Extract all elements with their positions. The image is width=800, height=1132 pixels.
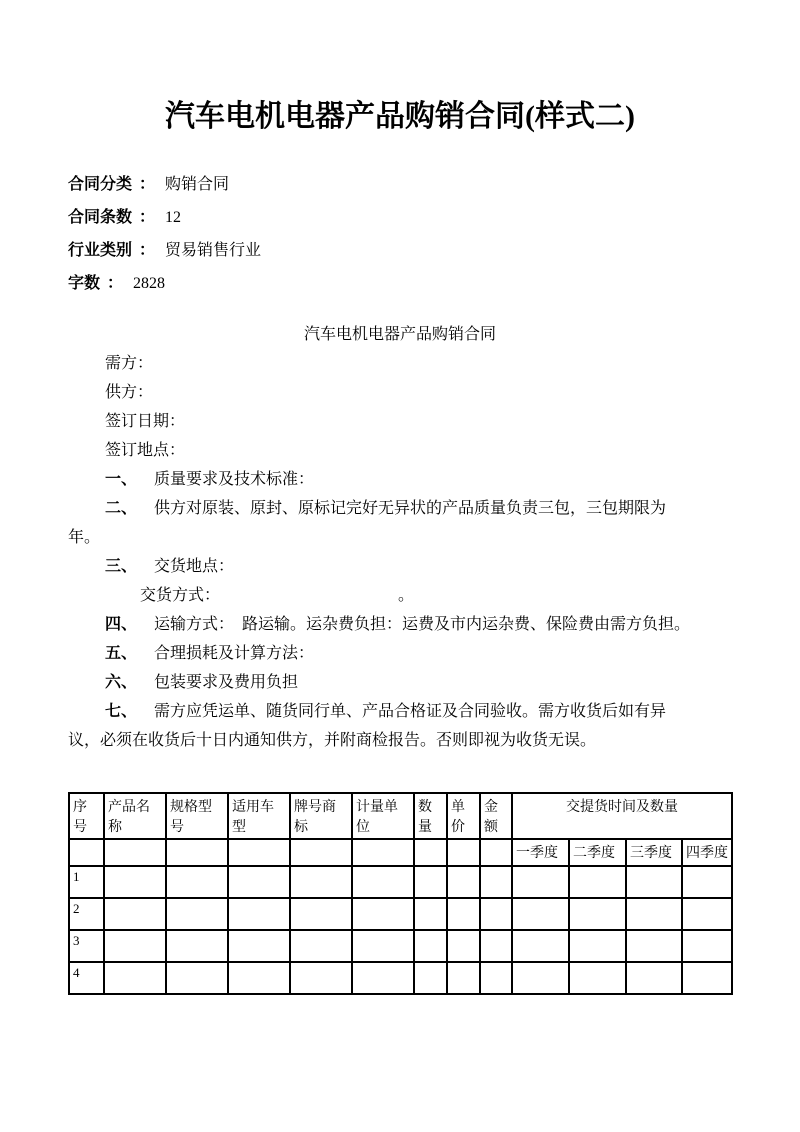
- clause-text: 需方应凭运单、随货同行单、产品合格证及合同验收。需方收货后如有异: [154, 703, 667, 720]
- clause-text: 合理损耗及计算方法：: [154, 645, 315, 662]
- empty-cell: [569, 962, 626, 994]
- header-cell-delivery-schedule: 交提货时间及数量: [512, 793, 732, 839]
- empty-cell: [290, 962, 352, 994]
- supplier-line: [68, 378, 740, 407]
- header-cell-quantity: 数量: [414, 793, 447, 839]
- clause-5-line: [68, 639, 740, 668]
- meta-value: 2828: [133, 275, 166, 292]
- clause-number: 五、: [105, 645, 138, 662]
- meta-row-category: [68, 168, 732, 201]
- subheader-cell-q1: 一季度: [512, 839, 569, 866]
- empty-cell: [447, 839, 480, 866]
- empty-cell: [480, 930, 512, 962]
- empty-cell: [512, 866, 569, 898]
- empty-cell: [69, 839, 104, 866]
- clause-1-line: [68, 465, 740, 494]
- empty-cell: [512, 930, 569, 962]
- clause-2-line: [68, 494, 740, 523]
- empty-cell: [480, 839, 512, 866]
- empty-cell: [166, 962, 228, 994]
- clause-number: 六、: [105, 674, 138, 691]
- empty-cell: [512, 898, 569, 930]
- subheader-cell-q4: 四季度: [682, 839, 732, 866]
- clause-number: 二、: [105, 500, 138, 517]
- empty-cell: [228, 930, 290, 962]
- empty-cell: [480, 898, 512, 930]
- clause-number: 一、: [105, 471, 138, 488]
- empty-cell: [447, 866, 480, 898]
- table-row-2: [69, 898, 732, 930]
- empty-cell: [447, 962, 480, 994]
- empty-cell: [352, 839, 414, 866]
- header-cell-vehicle-type: 适用车型: [228, 793, 290, 839]
- clause-7-continuation: [68, 726, 740, 755]
- clause-text: 交货地点：: [154, 558, 235, 575]
- line-text: 供方：: [105, 384, 154, 401]
- empty-cell: [352, 930, 414, 962]
- clause-text: 质量要求及技术标准：: [154, 471, 315, 488]
- empty-cell: [480, 962, 512, 994]
- empty-cell: [352, 898, 414, 930]
- empty-cell: [228, 962, 290, 994]
- header-cell-brand: 牌号商标: [290, 793, 352, 839]
- meta-separator: ：: [107, 275, 124, 292]
- meta-separator: ：: [139, 176, 156, 193]
- meta-row-word-count: [68, 267, 732, 300]
- meta-label: 行业类别: [68, 242, 133, 259]
- delivery-method-line: [68, 581, 740, 610]
- empty-cell: [104, 930, 166, 962]
- clause-6-line: [68, 668, 740, 697]
- empty-cell: [414, 930, 447, 962]
- row-number-cell: 2: [69, 898, 104, 930]
- meta-label: 合同条数: [68, 209, 133, 226]
- empty-cell: [228, 866, 290, 898]
- empty-cell: [682, 962, 732, 994]
- header-cell-spec-model: 规格型号: [166, 793, 228, 839]
- sign-place-line: [68, 436, 740, 465]
- empty-cell: [682, 866, 732, 898]
- document-title: 汽车电机电器产品购销合同(样式二): [165, 100, 635, 133]
- empty-cell: [569, 866, 626, 898]
- empty-cell: [228, 898, 290, 930]
- clause-number: 七、: [105, 703, 138, 720]
- empty-cell: [682, 898, 732, 930]
- meta-label: 字数: [68, 275, 101, 292]
- empty-cell: [166, 839, 228, 866]
- table-row-1: [69, 866, 732, 898]
- clause-7-line: [68, 697, 740, 726]
- empty-cell: [104, 962, 166, 994]
- empty-cell: [290, 839, 352, 866]
- empty-cell: [626, 962, 682, 994]
- header-cell-amount: 金额: [480, 793, 512, 839]
- meta-value: 贸易销售行业: [165, 242, 262, 259]
- table-row-4: [69, 962, 732, 994]
- empty-cell: [682, 930, 732, 962]
- empty-cell: [290, 866, 352, 898]
- empty-cell: [228, 839, 290, 866]
- empty-cell: [352, 866, 414, 898]
- empty-cell: [414, 898, 447, 930]
- contract-subtitle: 汽车电机电器产品购销合同: [303, 326, 496, 343]
- clause-text-trail: 。: [398, 587, 415, 604]
- clause-4-line: [68, 610, 740, 639]
- line-text: 需方：: [105, 355, 154, 372]
- meta-separator: ：: [139, 209, 156, 226]
- empty-cell: [414, 962, 447, 994]
- empty-cell: [480, 866, 512, 898]
- empty-cell: [166, 866, 228, 898]
- table-subheader-row: [69, 839, 732, 866]
- meta-block: [68, 168, 732, 300]
- line-text: 签订地点：: [105, 442, 186, 459]
- empty-cell: [626, 866, 682, 898]
- header-cell-product-name: 产品名称: [104, 793, 166, 839]
- empty-cell: [290, 930, 352, 962]
- empty-cell: [166, 930, 228, 962]
- empty-cell: [104, 866, 166, 898]
- meta-row-clause-count: [68, 201, 732, 234]
- contract-body: [68, 349, 740, 755]
- empty-cell: [352, 962, 414, 994]
- clause-3-line: [68, 552, 740, 581]
- empty-cell: [104, 839, 166, 866]
- clause-number: 四、: [105, 616, 138, 633]
- meta-value: 购销合同: [165, 176, 230, 193]
- row-number-cell: 3: [69, 930, 104, 962]
- subheader-cell-q3: 三季度: [626, 839, 682, 866]
- clause-text: 议，必须在收货后十日内通知供方，并附商检报告。否则即视为收货无误。: [68, 732, 597, 749]
- meta-label: 合同分类: [68, 176, 133, 193]
- row-number-cell: 1: [69, 866, 104, 898]
- product-table: [68, 792, 733, 995]
- sign-date-line: [68, 407, 740, 436]
- empty-cell: [104, 898, 166, 930]
- empty-cell: [166, 898, 228, 930]
- meta-value: 12: [165, 209, 182, 226]
- clause-text: 包装要求及费用负担: [154, 674, 299, 691]
- line-text: 签订日期：: [105, 413, 186, 430]
- table-row-3: [69, 930, 732, 962]
- empty-cell: [414, 839, 447, 866]
- subheader-cell-q2: 二季度: [569, 839, 626, 866]
- header-cell-unit: 计量单位: [352, 793, 414, 839]
- clause-text: 年。: [68, 529, 101, 546]
- clause-number: 三、: [105, 558, 138, 575]
- header-cell-unit-price: 单价: [447, 793, 480, 839]
- empty-cell: [512, 962, 569, 994]
- header-cell-serial: 序号: [69, 793, 104, 839]
- clause-text: 供方对原装、原封、原标记完好无异状的产品质量负责三包，三包期限为: [154, 500, 667, 517]
- clause-text: 运输方式： 路运输。运杂费负担：运费及市内运杂费、保险费由需方负担。: [154, 616, 691, 633]
- empty-cell: [569, 930, 626, 962]
- meta-row-industry: [68, 234, 732, 267]
- row-number-cell: 4: [69, 962, 104, 994]
- buyer-line: [68, 349, 740, 378]
- empty-cell: [290, 898, 352, 930]
- table-header-row: [69, 793, 732, 839]
- empty-cell: [626, 898, 682, 930]
- empty-cell: [447, 930, 480, 962]
- clause-2-continuation: [68, 523, 740, 552]
- empty-cell: [414, 866, 447, 898]
- meta-separator: ：: [139, 242, 156, 259]
- clause-text: 交货方式：: [140, 587, 221, 604]
- empty-cell: [447, 898, 480, 930]
- empty-cell: [626, 930, 682, 962]
- empty-cell: [569, 898, 626, 930]
